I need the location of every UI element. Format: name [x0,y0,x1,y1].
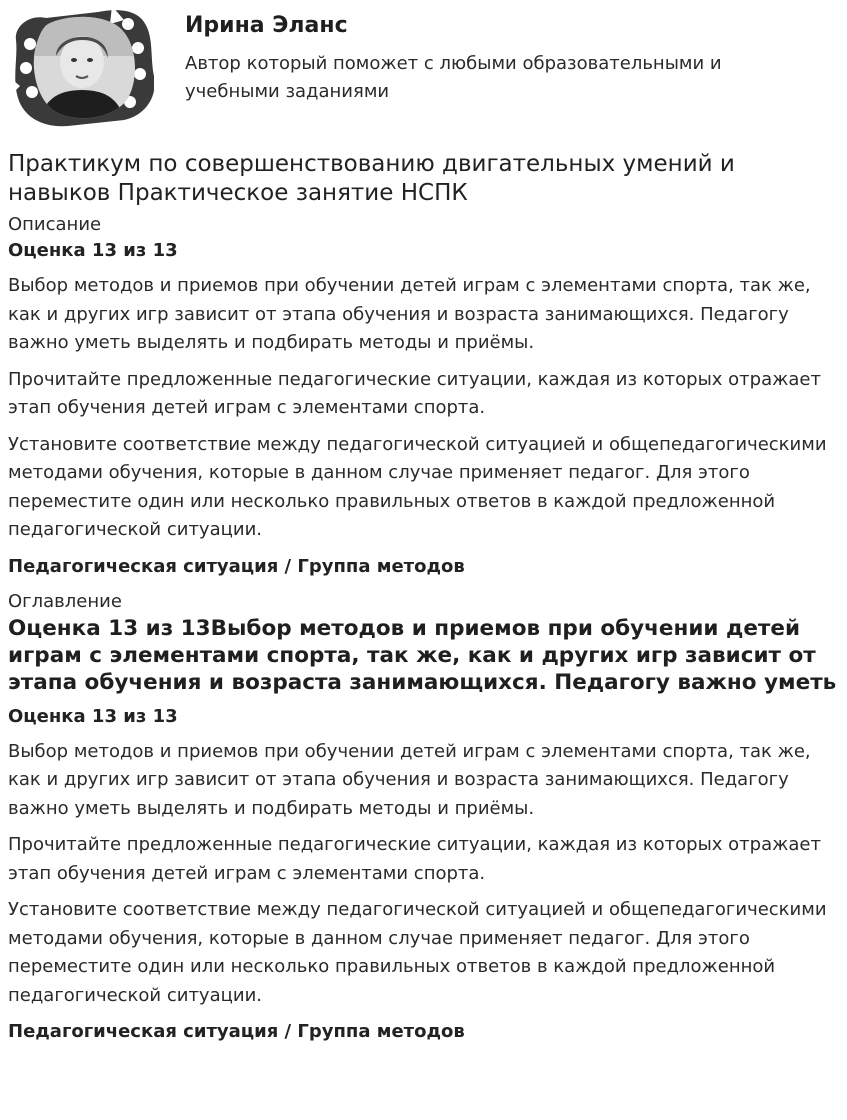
description-label: Описание [8,214,102,235]
description-paragraph-3: Установите соответствие между педагогической ситуацией и общепедагогическими методами обучения, которые в данном случае применяет педагог. Для этого переместите один или несколько правильных ответов в каждой предложенной педагогической ситуации. [8,433,827,540]
toc-label: Оглавление [8,590,122,612]
toc-paragraph-2: Прочитайте предложенные педагогические ситуации, каждая из которых отражает этап обучения детей играм с элементами спорта. [8,834,821,884]
author-avatar[interactable] [8,6,154,128]
description-paragraph-1: Выбор методов и приемов при обучении детей играм с элементами спорта, так же, как и других игр зависит от этапа обучения и возраста занимающихся. Педагогу важно уметь выделять и подбирать методы и приёмы. [8,275,811,353]
toc-subheading: Педагогическая ситуация / Группа методов [8,1021,465,1042]
document-rating: Оценка 13 из 13 [8,240,178,261]
toc-paragraph-1: Выбор методов и приемов при обучении детей играм с элементами спорта, так же, как и других игр зависит от этапа обучения и возраста занимающихся. Педагогу важно уметь выделять и подбирать методы и приёмы. [8,740,811,819]
description-subheading: Педагогическая ситуация / Группа методов [8,555,465,577]
toc-paragraph-3: Установите соответствие между педагогической ситуацией и общепедагогическими методами обучения, которые в данном случае применяет педагог. Для этого переместите один или несколько правильных ответов в каждой предложенной педагогической ситуации. [8,899,827,1006]
description-paragraph-2: Прочитайте предложенные педагогические ситуации, каждая из которых отражает этап обучения детей играм с элементами спорта. [8,368,821,418]
page-content [8,0,839,1054]
table-of-contents [8,589,839,1047]
author-name[interactable]: Ирина Эланс [185,13,348,38]
toc-heading[interactable]: Оценка 13 из 13Выбор методов и приемов при обучении детей играм с элементами спорта, так же, как и других игр зависит от этапа обучения и возраста занимающихся. Педагогу важно уметь [8,615,837,695]
author-card [8,0,839,140]
toc-rating: Оценка 13 из 13 [8,705,178,727]
author-bio: Автор который поможет с любыми образовательными и учебными заданиями [185,53,722,102]
document-title: Практикум по совершенствованию двигательных умений и навыков Практическое занятие НСПК [8,151,735,206]
